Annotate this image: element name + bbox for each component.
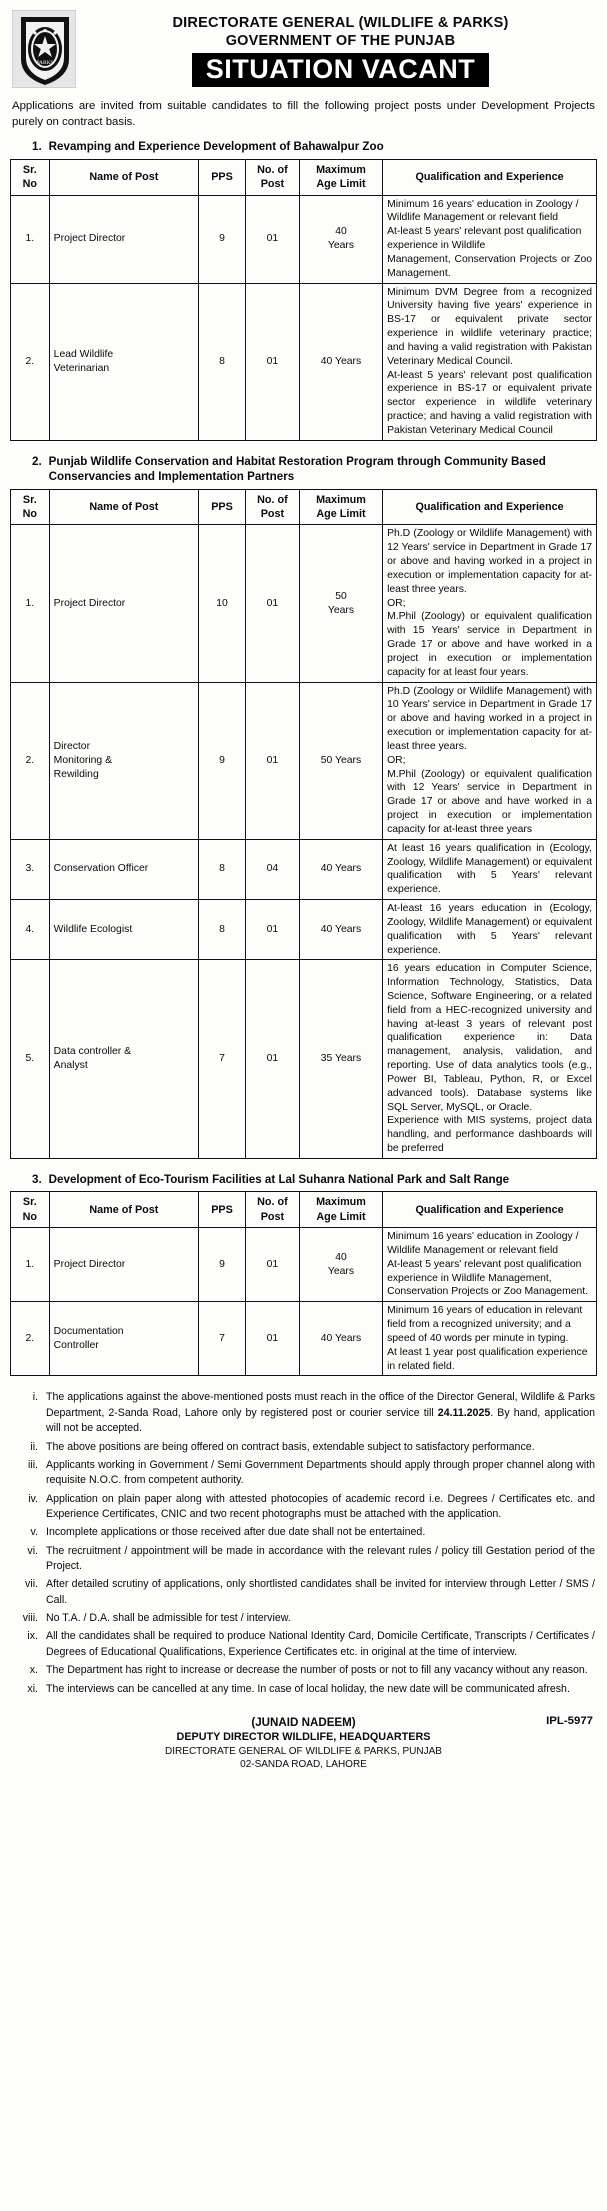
list-item xyxy=(14,1525,595,1540)
cell-pps: 8 xyxy=(199,283,246,440)
condition-text: The interviews can be cancelled at any time. In case of local holiday, the new date will be communicated afresh. xyxy=(46,1682,570,1695)
cell-pps: 10 xyxy=(199,525,246,682)
table-row xyxy=(11,1228,597,1302)
conditions-list xyxy=(14,1390,595,1696)
condition-text: The recruitment / appointment will be made in accordance with the relevant rules / policy till Gestation period of the Project. xyxy=(46,1544,595,1573)
condition-text: Incomplete applications or those received after due date shall not be entertained. xyxy=(46,1526,426,1539)
situation-vacant-banner: SITUATION VACANT xyxy=(192,53,489,87)
office-address: 02-SANDA ROAD, LAHORE xyxy=(240,1759,367,1771)
col-pps: PPS xyxy=(199,489,246,525)
table-header-row xyxy=(11,489,597,525)
ipl-reference-number: IPL-5977 xyxy=(546,1714,593,1727)
cell-post-name: Conservation Officer xyxy=(49,839,198,899)
cell-sr: 2. xyxy=(11,283,50,440)
col-name-of-post: Name of Post xyxy=(49,489,198,525)
col-max-age-limit: Maximum Age Limit xyxy=(299,159,382,195)
cell-pps: 9 xyxy=(199,195,246,283)
cell-post-name: Documentation Controller xyxy=(49,1302,198,1376)
page-header xyxy=(10,8,597,88)
list-item xyxy=(14,1544,595,1575)
table-row xyxy=(11,283,597,440)
list-item xyxy=(14,1458,595,1489)
department-line-1: DIRECTORATE GENERAL (WILDLIFE & PARKS) xyxy=(172,15,509,31)
col-qualification-experience: Qualification and Experience xyxy=(383,159,597,195)
cell-sr: 1. xyxy=(11,1228,50,1302)
cell-age-limit: 40 Years xyxy=(299,283,382,440)
list-item xyxy=(14,1611,595,1626)
table-header-row xyxy=(11,1192,597,1228)
cell-sr: 3. xyxy=(11,839,50,899)
condition-number: vi. xyxy=(27,1544,38,1557)
condition-text: The applications against the above-mentioned posts must reach in the office of the Director General, Wildlife & Parks Department, 2-Sanda Road, Lahore only by registered post or courier service till 24.11.2025. By hand, application will not be accepted. xyxy=(46,1391,595,1435)
section-title: Development of Eco-Tourism Facilities at Lal Suhanra National Park and Salt Range xyxy=(48,1172,510,1186)
cell-sr: 1. xyxy=(11,525,50,682)
cell-qualification: Minimum 16 years' education in Zoology / Wildlife Management or relevant field At-least 5 years' relevant post qualification experience in Wildlife Management, Conservation Projects or Zoo Management. xyxy=(383,195,597,283)
cell-no-of-post: 01 xyxy=(245,682,299,839)
condition-text: No T.A. / D.A. shall be admissible for test / interview. xyxy=(46,1612,291,1625)
department-line-2: GOVERNMENT OF THE PUNJAB xyxy=(225,33,456,50)
cell-no-of-post: 01 xyxy=(245,960,299,1159)
cell-age-limit: 50 Years xyxy=(299,525,382,682)
col-qualification-experience: Qualification and Experience xyxy=(383,489,597,525)
cell-no-of-post: 01 xyxy=(245,900,299,960)
posts-table-1 xyxy=(10,159,597,441)
cell-no-of-post: 04 xyxy=(245,839,299,899)
cell-age-limit: 40 Years xyxy=(299,1228,382,1302)
condition-text: Applicants working in Government / Semi Government Departments should apply through proper channel along with requisite N.O.C. from competent authority. xyxy=(46,1458,595,1487)
cell-age-limit: 40 Years xyxy=(299,1302,382,1376)
intro-paragraph: Applications are invited from suitable candidates to fill the following project posts under Development Projects purely on contract basis. xyxy=(12,100,595,129)
col-pps: PPS xyxy=(199,1192,246,1228)
cell-age-limit: 50 Years xyxy=(299,682,382,839)
condition-number: ii. xyxy=(30,1440,38,1453)
cell-post-name: Director Monitoring & Rewilding xyxy=(49,682,198,839)
posts-table-3 xyxy=(10,1191,597,1376)
cell-no-of-post: 01 xyxy=(245,1228,299,1302)
col-name-of-post: Name of Post xyxy=(49,159,198,195)
cell-age-limit: 35 Years xyxy=(299,960,382,1159)
cell-pps: 9 xyxy=(199,1228,246,1302)
table-row xyxy=(11,1302,597,1376)
cell-sr: 1. xyxy=(11,195,50,283)
col-sr-no: Sr. No xyxy=(11,1192,50,1228)
condition-number: ix. xyxy=(27,1630,38,1643)
issuing-office: DIRECTORATE GENERAL OF WILDLIFE & PARKS, PUNJAB xyxy=(165,1745,442,1757)
condition-number: vii. xyxy=(25,1578,38,1591)
cell-post-name: Data controller & Analyst xyxy=(49,960,198,1159)
cell-pps: 9 xyxy=(199,682,246,839)
signatory-name: (JUNAID NADEEM) xyxy=(251,1715,356,1729)
cell-pps: 8 xyxy=(199,839,246,899)
list-item xyxy=(14,1440,595,1455)
cell-qualification: At least 16 years qualification in (Ecology, Zoology, Wildlife Management) or equivalent qualification with 5 Years' relevant experience. xyxy=(383,839,597,899)
cell-age-limit: 40 Years xyxy=(299,839,382,899)
cell-qualification: Minimum 16 years of education in relevant field from a recognized university; and a speed of 40 words per minute in typing. At least 1 year post qualification experience in related field. xyxy=(383,1302,597,1376)
government-crest-icon xyxy=(12,10,76,88)
condition-text: The Department has right to increase or decrease the number of posts or not to fill any vacancy without any reason. xyxy=(46,1664,588,1677)
condition-text: The above positions are being offered on contract basis, extendable subject to satisfactory performance. xyxy=(46,1440,535,1453)
section-heading-3 xyxy=(32,1172,597,1188)
table-header-row xyxy=(11,159,597,195)
cell-age-limit: 40 Years xyxy=(299,195,382,283)
cell-qualification: At-least 16 years education in (Ecology, Zoology, Wildlife Management) or equivalent qualification with 5 Years' relevant experience. xyxy=(383,900,597,960)
cell-pps: 7 xyxy=(199,960,246,1159)
list-item xyxy=(14,1629,595,1660)
posts-table-2 xyxy=(10,489,597,1159)
condition-text: After detailed scrutiny of applications, only shortlisted candidates shall be invited for interview through Letter / SMS / Call. xyxy=(46,1578,595,1606)
table-row xyxy=(11,900,597,960)
cell-post-name: Lead Wildlife Veterinarian xyxy=(49,283,198,440)
cell-post-name: Project Director xyxy=(49,195,198,283)
cell-pps: 7 xyxy=(199,1302,246,1376)
col-sr-no: Sr. No xyxy=(11,489,50,525)
list-item xyxy=(14,1492,595,1523)
cell-post-name: Project Director xyxy=(49,1228,198,1302)
cell-post-name: Wildlife Ecologist xyxy=(49,900,198,960)
condition-number: x. xyxy=(29,1664,38,1677)
signatory-designation: DEPUTY DIRECTOR WILDLIFE, HEADQUARTERS xyxy=(176,1730,431,1743)
list-item xyxy=(14,1390,595,1436)
cell-age-limit: 40 Years xyxy=(299,900,382,960)
col-no-of-post: No. of Post xyxy=(245,489,299,525)
col-name-of-post: Name of Post xyxy=(49,1192,198,1228)
cell-no-of-post: 01 xyxy=(245,525,299,682)
condition-text: Application on plain paper along with attested photocopies of academic record i.e. Degrees / Certificates etc. and Experience Certificates, CNIC and two recent photographs must be attached with the application. xyxy=(46,1492,595,1520)
section-heading-2 xyxy=(32,454,597,485)
table-row xyxy=(11,960,597,1159)
list-item xyxy=(14,1682,595,1697)
cell-sr: 4. xyxy=(11,900,50,960)
table-row xyxy=(11,682,597,839)
section-title: Punjab Wildlife Conservation and Habitat Restoration Program through Community Based Conservancies and Implementation Partners xyxy=(48,454,546,484)
section-number: 3. xyxy=(32,1172,42,1186)
condition-number: v. xyxy=(30,1526,38,1539)
table-row xyxy=(11,195,597,283)
cell-sr: 2. xyxy=(11,1302,50,1376)
condition-number: xi. xyxy=(27,1682,38,1695)
cell-no-of-post: 01 xyxy=(245,1302,299,1376)
list-item xyxy=(14,1577,595,1608)
table-row xyxy=(11,525,597,682)
col-max-age-limit: Maximum Age Limit xyxy=(299,1192,382,1228)
svg-text:PARKS: PARKS xyxy=(36,60,54,66)
col-no-of-post: No. of Post xyxy=(245,1192,299,1228)
page-footer xyxy=(10,1715,597,1772)
cell-no-of-post: 01 xyxy=(245,283,299,440)
cell-pps: 8 xyxy=(199,900,246,960)
condition-number: iv. xyxy=(28,1492,38,1505)
col-no-of-post: No. of Post xyxy=(245,159,299,195)
condition-number: i. xyxy=(32,1391,38,1404)
cell-qualification: Ph.D (Zoology or Wildlife Management) with 10 Years' service in Department in Grade 17 or above and having worked in a project in execution or implementation capacity for at-least three years. OR; M.Phil (Zoology) or equivalent qualification with 12 Years' service in Department in Grade 17 or above and have worked in a project in execution or implementation capacity for at-least three years xyxy=(383,682,597,839)
cell-no-of-post: 01 xyxy=(245,195,299,283)
cell-post-name: Project Director xyxy=(49,525,198,682)
cell-sr: 5. xyxy=(11,960,50,1159)
cell-qualification: Minimum 16 years' education in Zoology / Wildlife Management or relevant field At-least 5 years' relevant post qualification experience in Wildlife Management, Conservation Projects or Zoo Management. xyxy=(383,1228,597,1302)
section-title: Revamping and Experience Development of Bahawalpur Zoo xyxy=(48,140,384,154)
col-max-age-limit: Maximum Age Limit xyxy=(299,489,382,525)
list-item xyxy=(14,1663,595,1678)
condition-number: iii. xyxy=(27,1458,38,1471)
col-sr-no: Sr. No xyxy=(11,159,50,195)
condition-text: All the candidates shall be required to produce National Identity Card, Domicile Certificate, Transcripts / Certificates / Degrees of Educational Qualifications, Experience Certificates etc. in original at the time of interview. xyxy=(46,1630,595,1658)
cell-qualification: 16 years education in Computer Science, Information Technology, Statistics, Data Science, Software Engineering, or a related field from a HEC-recognized university and having at-least 3 years of relevant post qualification experience in: Data management, analysis, validation, and reporting. Use of data analytics tools (e.g., Power BI, Tableau, Python, R, or Excel advanced tools). Database systems like SQL Server, MySQL, or Oracle. Experience with MIS systems, project data handling, and performance dashboards will be preferred xyxy=(383,960,597,1159)
col-pps: PPS xyxy=(199,159,246,195)
condition-number: viii. xyxy=(22,1612,38,1625)
cell-qualification: Minimum DVM Degree from a recognized University having five years' experience in BS-17 or equivalent private sector experience in wildlife veterinary practice; and having a valid registration with Pakistan Veterinary Medical Council. At-least 5 years' relevant post qualification experience in BS-17 or equivalent private sector experience in wildlife veterinary practice; and having a valid registration with Pakistan Veterinary Medical Council xyxy=(383,283,597,440)
cell-qualification: Ph.D (Zoology or Wildlife Management) with 12 Years' service in Department in Grade 17 or above and having worked in a project in execution or implementation capacity for at-least three years. OR; M.Phil (Zoology) or equivalent qualification with 15 Years' service in Department in Grade 17 or above and have worked in a project in execution or implementation capacity for at least four years. xyxy=(383,525,597,682)
section-number: 1. xyxy=(32,140,42,154)
section-heading-1 xyxy=(32,139,597,155)
col-qualification-experience: Qualification and Experience xyxy=(383,1192,597,1228)
cell-sr: 2. xyxy=(11,682,50,839)
section-number: 2. xyxy=(32,454,42,468)
deadline-date: 24.11.2025 xyxy=(437,1406,491,1419)
table-row xyxy=(11,839,597,899)
